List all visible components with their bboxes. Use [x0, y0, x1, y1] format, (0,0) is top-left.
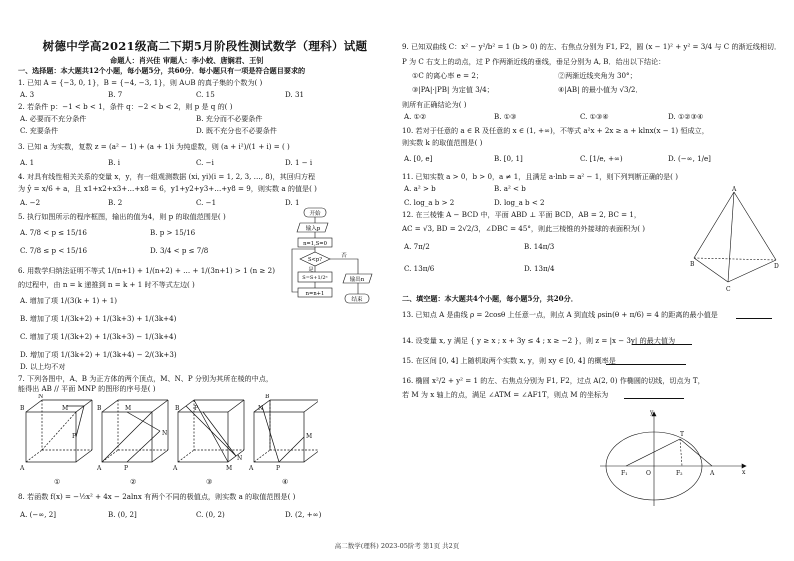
q10-option-a: A. [0, e] [404, 154, 433, 163]
q4-stem-2: 为 ŷ = x/6 + a，且 x1+x2+x3+…+x8 = 6，y1+y2+y3+…+y8 = 9，则实数 a 的值是( ) [18, 184, 317, 193]
section-2-heading: 二、填空题：本大题共4个小题，每小题5分，共20分． [402, 294, 578, 303]
cube-2 [102, 400, 168, 462]
q5-option-d: D. 3/4 < p ≤ 7/8 [150, 246, 209, 255]
flow-start: 开始 [309, 211, 321, 217]
q2-stem: 2. 若条件 p：−1 < b < 1，条件 q：−2 < b < 2，则 p 是 q 的( ) [18, 102, 233, 111]
q2-option-a: A. 必要而不充分条件 [20, 114, 87, 123]
q7-label-2: ② [130, 477, 137, 486]
ell-label-f2: F₂ [676, 470, 683, 477]
q14-answer-blank[interactable] [632, 337, 692, 345]
q6-stem-2: 的过程中，由 n = k 递推到 n = k + 1 时不等式左边( ) [18, 280, 195, 289]
svg-text:A: A [20, 465, 25, 472]
q7-stem-1: 7. 下列各图中，A、B 为正方体的两个顶点，M、N、P 分别为其所在棱的中点， [18, 374, 273, 383]
q6-option-e: D. 以上均不对 [20, 362, 66, 371]
svg-text:P: P [72, 433, 77, 440]
q1-option-a: A. 3 [20, 90, 35, 99]
q14-stem: 14. 设变量 x, y 满足 { y ≥ x ; x + 3y ≤ 4 ; x ≥ −2 }，则 z = |x − 3y| 的最大值为 [402, 336, 676, 345]
q4-option-d: D. 1 [285, 198, 300, 207]
q10-option-b: B. [0, 1] [494, 154, 523, 163]
q3-option-a: A. 1 [20, 158, 35, 167]
q4-option-a: A. −2 [20, 198, 41, 207]
svg-text:A: A [249, 465, 254, 472]
q1-stem: 1. 已知 A = {−3, 0, 1}，B = {−4, −3, 1}，则 A∪B 的真子集的个数为( ) [18, 78, 263, 87]
q11-stem: 11. 已知实数 a > 0，b > 0，a ≠ 1，且满足 a·lnb = a² − 1，则下列判断正确的是( ) [402, 172, 678, 181]
q7-label-3: ③ [206, 477, 213, 486]
q6-option-a: A. 增加了项 1/(3(k + 1) + 1) [20, 296, 117, 305]
header-title: 树德中学高2021级高二下期5月阶段性测试数学（理科）试题 [42, 39, 368, 53]
svg-text:N: N [162, 430, 168, 437]
flow-no: 否 [341, 253, 347, 259]
q2-option-d: D. 既不充分也不必要条件 [196, 126, 277, 135]
q6-option-b: B. 增加了项 1/(3k+2) + 1/(3k+3) + 1/(3k+4) [20, 314, 177, 323]
q12-option-c: C. 13π/6 [404, 264, 435, 273]
q4-option-b: B. 2 [108, 198, 123, 207]
ell-label-x: x [742, 469, 746, 476]
q16-answer-blank[interactable] [624, 391, 684, 399]
svg-text:N: N [258, 405, 264, 412]
q3-option-b: B. i [108, 158, 120, 167]
flow-input: 输入p [305, 226, 321, 232]
svg-text:B: B [175, 405, 180, 412]
pyr-label-a: A [732, 186, 737, 193]
flow-output: 输出n [349, 277, 365, 283]
q8-option-c: C. (0, 2) [196, 510, 225, 519]
q4-option-c: C. −1 [196, 198, 217, 207]
cube-1 [26, 400, 92, 462]
svg-text:P: P [194, 405, 199, 412]
flow-body: S=S+1/2ⁿ [302, 275, 328, 281]
q9-option-c: C. ①③④ [580, 112, 609, 121]
q9-statement-4: ④|AB| 的最小值为 √3/2． [558, 85, 643, 94]
q6-option-c: C. 增加了项 1/(3k+2) + 1/(3k+3) − 1/(3k+4) [20, 332, 177, 341]
q16-ellipse-figure [596, 408, 756, 508]
q7-label-1: ① [54, 477, 61, 486]
q5-stem: 5. 执行如图所示的程序框图，输出的值为4，则 p 的取值范围是( ) [18, 212, 226, 221]
q8-option-a: A. (−∞, 2] [20, 510, 57, 519]
q6-stem-1: 6. 用数学归纳法证明不等式 1/(n+1) + 1/(n+2) + … + 1/(3n+1) > 1 (n ≥ 2) [18, 266, 275, 275]
q12-option-a: A. 7π/2 [404, 242, 430, 251]
q9-stem-2: P 为 C 右支上的动点，过 P 作两渐近线的垂线，垂足分别为 A, B．给出以下结论： [402, 57, 666, 66]
q12-pyramid-figure [690, 186, 780, 294]
q9-statement-1: ①C 的离心率 e = 2； [412, 71, 483, 80]
q3-stem: 3. 已知 a 为实数，复数 z = (a² − 1) + (a + 1)i 为纯虚数，则 (a + i²)/(1 + i) = ( ) [18, 142, 290, 151]
svg-text:B: B [265, 394, 270, 400]
q3-option-d: D. 1 − i [285, 158, 313, 167]
svg-text:M: M [62, 405, 69, 412]
q13-answer-blank[interactable] [736, 311, 772, 319]
q11-option-b: B. a² < b [494, 184, 526, 193]
q10-stem-2: 则实数 k 的取值范围是( ) [402, 138, 483, 147]
svg-text:M: M [226, 465, 233, 472]
q7-cube-figures [18, 394, 318, 486]
q11-option-d: D. log_a b < 2 [494, 198, 545, 207]
ell-label-f1: F₁ [621, 470, 628, 477]
q12-option-b: B. 14π/3 [524, 242, 555, 251]
q12-stem-2: AC = √3, BD = 2√2/3，∠DBC = 45°，则此三棱锥的外接球的表面积为( ) [402, 224, 646, 233]
q16-stem-2: 若 M 为 x 轴上的点，满足 ∠ATM = ∠AF1T，则点 M 的坐标为 [402, 390, 609, 399]
svg-text:B: B [97, 405, 102, 412]
q10-option-c: C. [1/e, +∞) [580, 154, 623, 163]
q11-option-c: C. log_a b > 2 [404, 198, 455, 207]
q12-option-d: D. 13π/4 [524, 264, 555, 273]
ell-label-t: T [680, 431, 685, 438]
q16-stem-1: 16. 椭圆 x²/2 + y² = 1 的左、右焦点分别为 F1, F2，过点 A(2, 0) 作椭圆的切线，切点为 T， [402, 376, 705, 385]
q9-statement-2: ②两渐近线夹角为 30°； [558, 71, 637, 80]
ell-label-y: y [650, 409, 654, 416]
flow-increment: n=n+1 [305, 291, 325, 297]
ell-label-a: A [710, 470, 715, 477]
q3-option-c: C. −i [196, 158, 214, 167]
svg-text:M: M [125, 405, 132, 412]
q2-option-c: C. 充要条件 [20, 126, 59, 135]
q15-stem: 15. 在区间 [0, 4] 上随机取两个实数 x, y，则 xy ∈ [0, 4] 的概率是 [402, 356, 616, 365]
q11-option-a: A. a² > b [404, 184, 436, 193]
q5-option-c: C. 7/8 ≤ p < 15/16 [20, 246, 87, 255]
svg-text:P: P [124, 465, 129, 472]
svg-text:B: B [20, 405, 25, 412]
q1-option-b: B. 7 [108, 90, 123, 99]
cube-3 [178, 400, 244, 462]
q9-option-d: D. ①②③④ [668, 112, 704, 121]
ell-label-o: O [646, 470, 651, 477]
q8-option-d: D. (2, +∞) [285, 510, 322, 519]
flow-init: n=1,S=0 [303, 241, 327, 247]
q5-flowchart [288, 206, 394, 314]
page-footer: 高二数学(理科) 2023-05阶考 第1页 共2页 [334, 542, 460, 550]
q9-statement-3: ③|PA|·|PB| 为定值 3/4； [412, 85, 494, 94]
q7-stem-2: 能得出 AB // 平面 MNP 的图形的序号是( ) [18, 384, 156, 393]
q9-stem-1: 9. 已知双曲线 C：x² − y²/b² = 1 (b > 0) 的左、右焦点分别为 F1, F2，圆 (x − 1)² + y² = 3/4 与 C 的渐近线相切． [402, 42, 782, 51]
q6-option-d: D. 增加了项 1/(3k+2) + 1/(3k+4) − 2/(3k+3) [20, 350, 177, 359]
pyr-label-b: B [690, 261, 695, 268]
svg-text:P: P [276, 465, 281, 472]
q9-option-a: A. ①② [404, 112, 427, 121]
pyr-label-d: D [774, 263, 779, 270]
svg-text:A: A [173, 465, 178, 472]
flow-end: 结束 [351, 297, 363, 303]
q8-stem: 8. 若函数 f(x) = −½x² + 4x − 2alnx 有两个不同的极值点，则实数 a 的取值范围是( ) [18, 492, 296, 501]
svg-text:N: N [38, 394, 44, 400]
q4-stem-1: 4. 对具有线性相关关系的变量 x，y，有一组观测数据 (xi, yi)(i = 1, 2, 3, …, 8)，其回归方程 [18, 172, 316, 181]
q5-option-a: A. 7/8 < p ≤ 15/16 [20, 228, 87, 237]
cube-4 [254, 400, 318, 462]
svg-text:A: A [97, 465, 102, 472]
q9-ask: 则所有正确结论为( ) [402, 100, 467, 109]
q9-option-b: B. ①③ [494, 112, 517, 121]
q2-option-b: B. 充分而不必要条件 [196, 114, 263, 123]
q7-label-4: ④ [282, 477, 289, 486]
section-1-heading: 一、选择题：本大题共12个小题，每小题5分，共60分．每小题只有一项是符合题目要求的 [18, 66, 306, 75]
q10-option-d: D. (−∞, 1/e] [668, 154, 711, 163]
q10-stem-1: 10. 若对于任意的 a ∈ R 及任意的 x ∈ (1, +∞)，不等式 a²x + 2x ≥ a + klnx(x − 1) 恒成立， [402, 126, 709, 135]
flow-yes: 是 [308, 267, 314, 273]
q1-option-c: C. 15 [196, 90, 215, 99]
q5-option-b: B. p > 15/16 [150, 228, 196, 237]
q15-answer-blank[interactable] [606, 357, 686, 365]
svg-text:N: N [237, 455, 243, 462]
setters-line: 命题人：肖兴佳 审题人：李小蛟、唐娴君、王钊 [110, 56, 264, 65]
q12-stem-1: 12. 在三棱锥 A − BCD 中，平面 ABD ⊥ 平面 BCD，AB = 2, BC = 1， [402, 210, 641, 219]
q13-stem: 13. 已知点 A 是曲线 ρ = 2cosθ 上任意一点，则点 A 到直线 ρsin(θ + π/6) = 4 的距离的最小值是 [402, 310, 718, 319]
flow-condition: S<p? [307, 257, 323, 263]
svg-text:M: M [306, 433, 313, 440]
q8-option-b: B. (0, 2] [108, 510, 137, 519]
pyr-label-c: C [726, 286, 731, 293]
q1-option-d: D. 31 [285, 90, 304, 99]
